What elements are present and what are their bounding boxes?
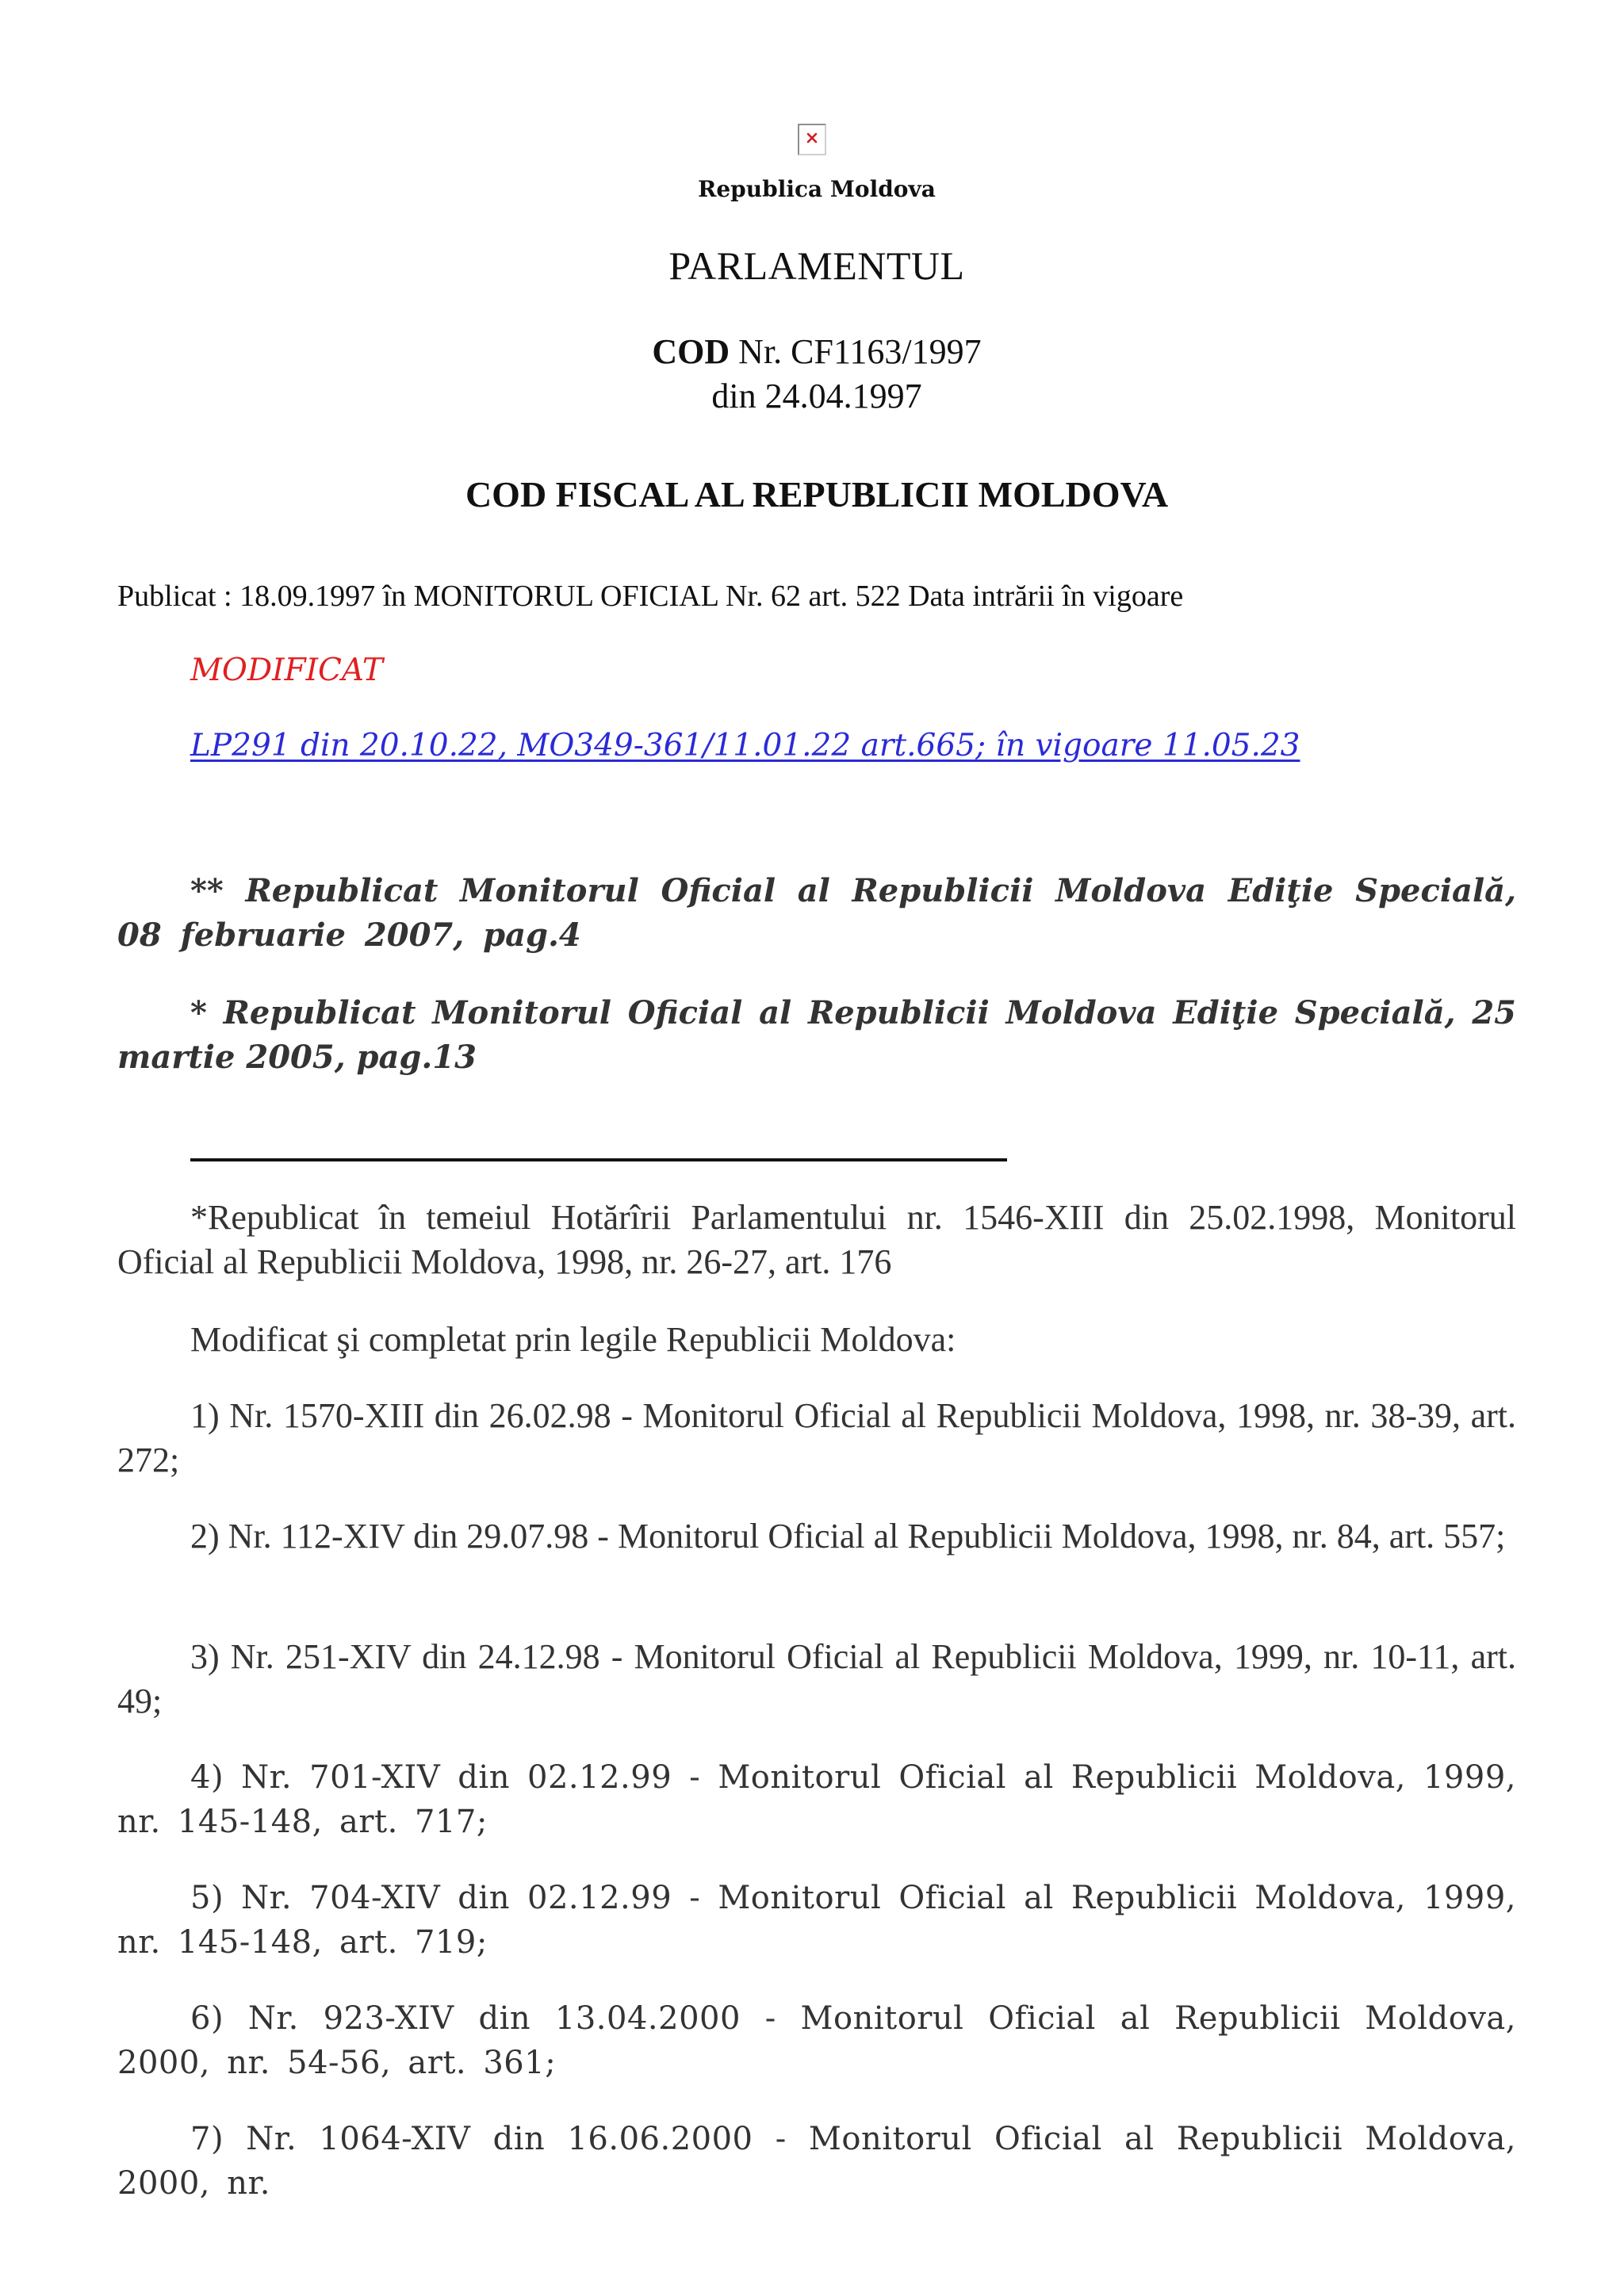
broken-image-icon bbox=[798, 124, 826, 155]
document-title: COD FISCAL AL REPUBLICII MOLDOVA bbox=[465, 474, 1169, 515]
institution-name: PARLAMENTUL bbox=[668, 243, 965, 288]
amendment-item: 4) Nr. 701-XIV din 02.12.99 - Monitorul Oficial al Republicii Moldova, 1999, nr. 145-148, art. 717; bbox=[117, 1759, 1516, 1840]
amendment-item: 7) Nr. 1064-XIV din 16.06.2000 - Monitorul Oficial al Republicii Moldova, 2000, nr. bbox=[117, 2121, 1516, 2202]
publication-info: Publicat : 18.09.1997 în MONITORUL OFICIAL Nr. 62 art. 522 Data intrării în vigoare bbox=[117, 580, 1184, 613]
republication-note: * Republicat Monitorul Oficial al Republicii Moldova Ediţie Specială, 25 martie 2005, pag.13 bbox=[117, 994, 1516, 1076]
country-name: Republica Moldova bbox=[698, 176, 936, 202]
act-date: din 24.04.1997 bbox=[711, 377, 922, 415]
amendment-item: 3) Nr. 251-XIV din 24.12.98 - Monitorul Oficial al Republicii Moldova, 1999, nr. 10-11, art. 49; bbox=[117, 1637, 1516, 1720]
amendment-item: 5) Nr. 704-XIV din 02.12.99 - Monitorul Oficial al Republicii Moldova, 1999, nr. 145-148, art. 719; bbox=[117, 1880, 1516, 1961]
status-label: MODIFICAT bbox=[190, 652, 383, 688]
amendment-item: 2) Nr. 112-XIV din 29.07.98 - Monitorul Oficial al Republicii Moldova, 1998, nr. 84, art. 557; bbox=[190, 1517, 1506, 1556]
amendments-intro: Modificat şi completat prin legile Republicii Moldova: bbox=[190, 1320, 956, 1359]
republication-basis: *Republicat în temeiul Hotărîrii Parlamentului nr. 1546-XIII din 25.02.1998, Monitorul Oficial al Republicii Moldova, 1998, nr. 26-27, art. 176 bbox=[117, 1198, 1516, 1281]
act-number: Nr. CF1163/1997 bbox=[738, 332, 982, 371]
amendment-item: 6) Nr. 923-XIV din 13.04.2000 - Monitorul Oficial al Republicii Moldova, 2000, nr. 54-56, art. 361; bbox=[117, 2000, 1516, 2081]
act-identifier bbox=[117, 330, 1516, 419]
amendment-link[interactable]: LP291 din 20.10.22, MO349-361/11.01.22 art.665; în vigoare 11.05.23 bbox=[190, 728, 1300, 763]
footnote-separator bbox=[190, 1158, 1007, 1161]
amendment-item: 1) Nr. 1570-XIII din 26.02.98 - Monitorul Oficial al Republicii Moldova, 1998, nr. 38-39, art. 272; bbox=[117, 1396, 1516, 1479]
republication-note: ** Republicat Monitorul Oficial al Republicii Moldova Ediţie Specială, 08 februarie 2007, pag.4 bbox=[117, 872, 1516, 954]
act-type: COD bbox=[652, 332, 730, 371]
